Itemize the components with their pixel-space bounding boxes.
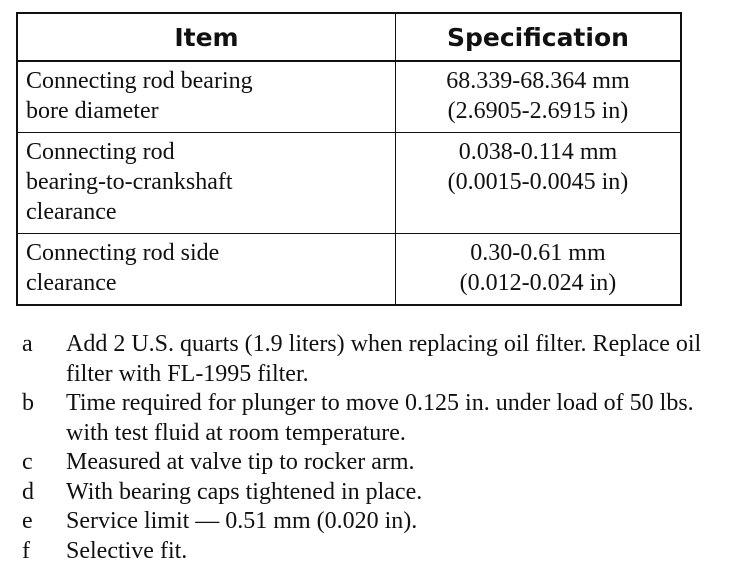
footnote-text: Selective fit.	[66, 537, 188, 564]
specification-table	[16, 12, 682, 306]
spec-imperial-value: (0.0015-0.0045 in)	[447, 169, 629, 195]
item-text-line: Connecting rod side	[26, 240, 220, 266]
item-text-line: bore diameter	[26, 98, 159, 124]
spec-metric-value: 68.339-68.364 mm	[446, 68, 630, 94]
item-text-line: clearance	[26, 199, 117, 225]
specification-cell	[395, 133, 681, 234]
footnote-text: Time required for plunger to move 0.125 in. under load of 50 lbs. with test fluid at room temperature.	[66, 390, 694, 446]
footnote	[22, 389, 722, 448]
footnote	[22, 478, 722, 508]
spec-imperial-value: (2.6905-2.6915 in)	[447, 98, 629, 124]
table-row	[17, 61, 681, 133]
footnote-text: Service limit — 0.51 mm (0.020 in).	[66, 508, 418, 534]
specification-cell	[395, 234, 681, 306]
footnote-letter: e	[22, 508, 33, 534]
spec-imperial-value: (0.012-0.024 in)	[459, 270, 617, 296]
footnote-text: With bearing caps tightened in place.	[66, 478, 423, 505]
footnote-letter: b	[22, 390, 34, 416]
footnote-text: Measured at valve tip to rocker arm.	[66, 449, 415, 475]
item-text-line: Connecting rod	[26, 139, 175, 165]
table-row	[17, 133, 681, 234]
footnote-letter: f	[22, 537, 30, 564]
item-text-line: bearing-to-crankshaft	[26, 169, 233, 195]
table-header-row	[17, 13, 681, 61]
table-row	[17, 234, 681, 306]
specification-cell	[395, 61, 681, 133]
footnote-letter: d	[22, 478, 34, 505]
footnote-letter: c	[22, 449, 33, 475]
item-cell	[17, 61, 395, 133]
footnote	[22, 330, 722, 389]
footnote	[22, 537, 722, 567]
item-cell	[17, 234, 395, 306]
column-header-item: Item	[17, 13, 395, 61]
item-cell	[17, 133, 395, 234]
footnotes	[22, 330, 722, 566]
spec-metric-value: 0.30-0.61 mm	[470, 240, 606, 266]
footnote	[22, 507, 722, 537]
item-text-line: clearance	[26, 270, 117, 296]
column-header-specification: Specification	[395, 13, 681, 61]
spec-metric-value: 0.038-0.114 mm	[458, 139, 618, 165]
footnote-letter: a	[22, 331, 33, 357]
footnote-text: Add 2 U.S. quarts (1.9 liters) when replacing oil filter. Replace oil filter with FL-1995 filter.	[66, 331, 702, 387]
footnote	[22, 448, 722, 478]
item-text-line: Connecting rod bearing	[26, 68, 253, 94]
